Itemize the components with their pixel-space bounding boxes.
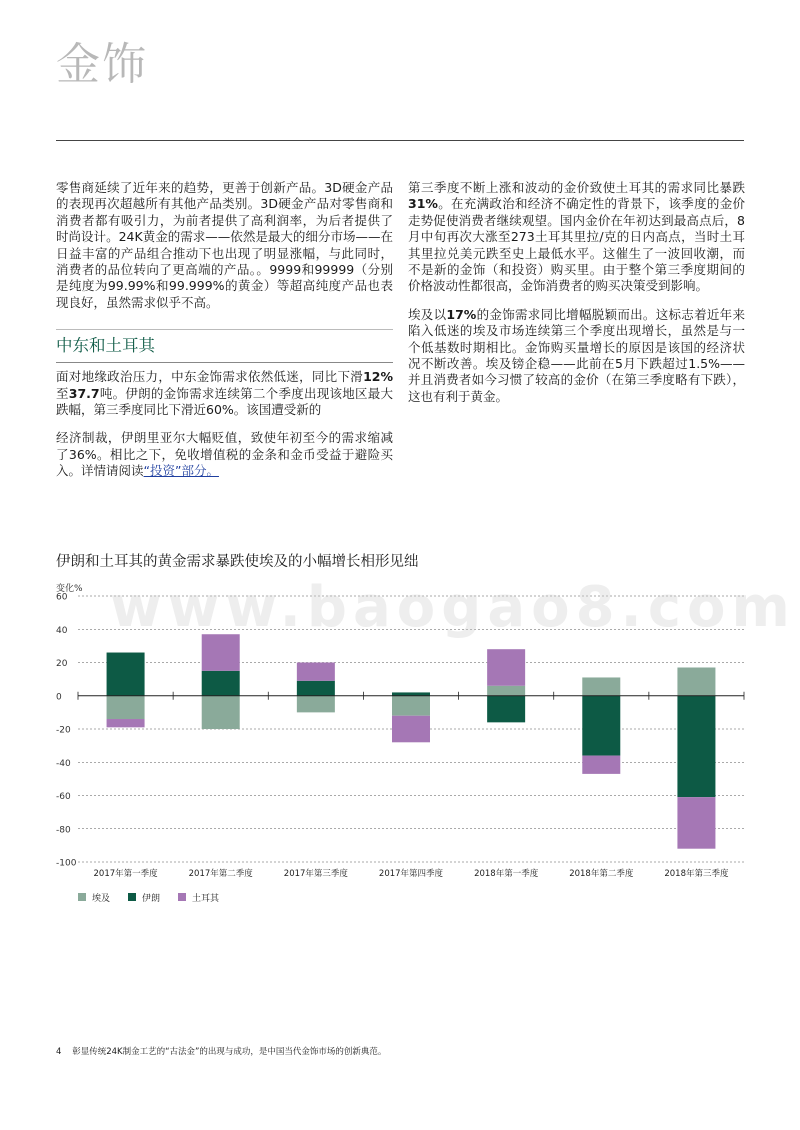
bar-segment <box>297 663 335 681</box>
investment-section-link[interactable]: “投资”部分。 <box>143 463 219 479</box>
y-tick-label: -80 <box>56 825 71 836</box>
legend-label: 伊朗 <box>142 894 161 904</box>
y-axis-label: 变化% <box>56 584 83 594</box>
bar-segment <box>582 696 620 756</box>
footnote-number: 4 <box>56 1047 62 1057</box>
y-tick-label: 20 <box>56 659 68 669</box>
bar-segment <box>202 671 240 696</box>
bar-segment <box>297 681 335 696</box>
x-tick-label: 2017年第二季度 <box>188 869 253 879</box>
x-tick-label: 2018年第三季度 <box>664 869 729 879</box>
y-tick-label: -40 <box>56 758 71 769</box>
bar-segment <box>202 634 240 671</box>
x-tick-label: 2018年第一季度 <box>474 869 539 879</box>
bar-segment <box>392 696 430 716</box>
bar-segment <box>487 696 525 723</box>
bar-segment <box>107 719 145 727</box>
legend-label: 土耳其 <box>192 894 220 904</box>
bar-segment <box>202 696 240 729</box>
bar-segment <box>677 667 715 695</box>
bar-segment <box>582 677 620 695</box>
y-tick-label: 40 <box>56 625 68 636</box>
legend-swatch <box>78 893 86 901</box>
y-tick-label: -100 <box>56 858 77 869</box>
bar-segment <box>392 716 430 743</box>
x-tick-label: 2017年第一季度 <box>93 869 158 879</box>
bar-segment <box>107 696 145 719</box>
bar-segment <box>487 686 525 696</box>
bar-segment <box>487 649 525 686</box>
paragraph-iran-sanctions: 经济制裁，伊朗里亚尔大幅贬值，致使年初至今的需求缩减了36%。相比之下，免收增值税的金条和金币受益于避险买入。详情请阅读“投资”部分。 <box>56 430 393 479</box>
paragraph-retail: 零售商延续了近年来的趋势，更善于创新产品。3D硬金产品的表现再次超越所有其他产品类别。3D硬金产品对零售商和消费者都有吸引力，为前者提供了高利润率，为后者提供了时尚设计。24K黄金的需求——依然是最大的细分市场——在日益丰富的产品组合推动下也出现了明显涨幅，与此同时，消费者的品位转向了更高端的产品。。9999和99999（分别是纯度为99.99%和99.999%的黄金）等超高纯度产品也表现良好，虽然需求似乎不高。 <box>56 180 393 310</box>
y-tick-label: 60 <box>56 592 68 603</box>
y-tick-label: -60 <box>56 792 71 802</box>
bar-segment <box>297 696 335 713</box>
chart-title: 伊朗和土耳其的黄金需求暴跌使埃及的小幅增长相形见绌 <box>56 554 419 570</box>
paragraph-middle-east: 面对地缘政治压力，中东金饰需求依然低迷，同比下滑12%至37.7吨。伊朗的金饰需求连续第二个季度出现该地区最大跌幅，第三季度同比下滑近60%。该国遭受新的 <box>56 369 393 418</box>
bar-segment <box>582 756 620 774</box>
page-title: 金饰 <box>56 39 148 90</box>
y-tick-label: -20 <box>56 725 71 736</box>
x-tick-label: 2018年第二季度 <box>569 869 634 879</box>
y-tick-label: 0 <box>56 692 62 703</box>
legend-swatch <box>128 893 136 901</box>
watermark: www.baogao8.com <box>110 575 796 640</box>
bar-segment <box>107 653 145 696</box>
paragraph-egypt: 埃及以17%的金饰需求同比增幅脱颖而出。这标志着近年来陷入低迷的埃及市场连续第三个季度出现增长，虽然是与一个低基数时期相比。金饰购买量增长的原因是该国的经济状况不断改善。埃及镑企稳——此前在5月下跌超过1.5%——并且消费者如今习惯了较高的金价（在第三季度略有下跌），这也有利于黄金。 <box>408 306 745 404</box>
x-tick-label: 2017年第四季度 <box>378 869 444 879</box>
bar-segment <box>677 696 715 797</box>
legend-label: 埃及 <box>92 894 111 904</box>
x-tick-label: 2017年第三季度 <box>283 869 348 879</box>
footnote <box>56 1045 386 1057</box>
legend-swatch <box>178 893 186 901</box>
section-heading-middle-east-turkey: 中东和土耳其 <box>56 336 155 356</box>
bar-segment <box>677 797 715 849</box>
paragraph-turkey: 第三季度不断上涨和波动的金价致使土耳其的需求同比暴跌31%。在充满政治和经济不确定性的背景下，该季度的金价走势促使消费者继续观望。国内金价在年初达到最高点后，8月中旬再次大涨至273土耳其里拉/克的日内高点，当时土耳其里拉兑美元跌至史上最低水平。这催生了一波回收潮，而不是新的金饰（和投资）购买里。由于整个第三季度期间的价格波动性都很高，金饰消费者的购买决策受到影响。 <box>408 180 745 294</box>
footnote-text: 彰显传统24K制金工艺的“古法金”的出现与成功，是中国当代金饰市场的创新典范。 <box>72 1047 387 1057</box>
